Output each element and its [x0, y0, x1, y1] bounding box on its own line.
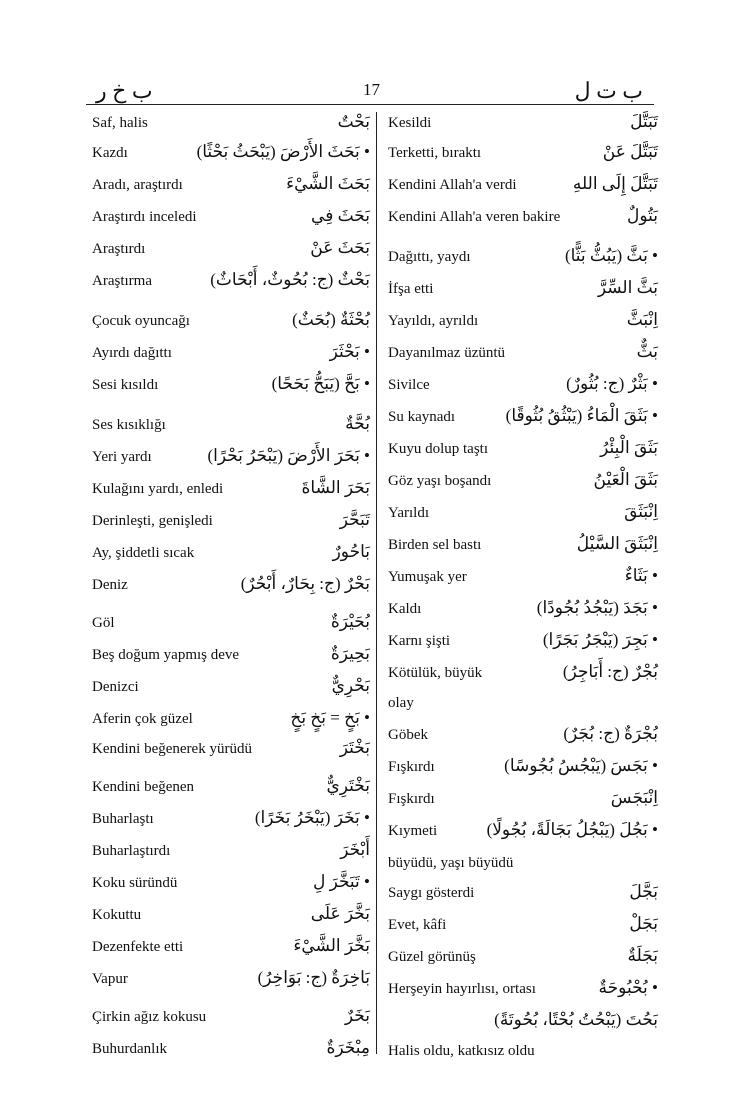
entry-arabic: بَاخِرَةٌ (ج: بَوَاخِرُ): [257, 968, 370, 987]
entry-translation: Güzel görünüş: [388, 949, 476, 965]
entry-arabic: بُجْرٌ (ج: أَبَاجِرُ): [562, 662, 658, 681]
entry-translation: Dağıttı, yaydı: [388, 249, 471, 265]
entry-row: [92, 206, 370, 234]
entry-row: [388, 662, 658, 690]
entry-arabic: بَخَرٌ: [344, 1006, 370, 1025]
entry-row: [388, 724, 658, 752]
entry-row: [92, 776, 370, 804]
entry-arabic: بَثَقَ الْعَيْنُ: [593, 470, 658, 489]
entry-row: [92, 174, 370, 202]
entry-row: [388, 112, 658, 140]
entry-translation: Aferin çok güzel: [92, 711, 193, 727]
entry-row: [388, 502, 658, 530]
entry-arabic: بَحِيرَةٌ: [330, 644, 370, 663]
entry-row: [92, 708, 370, 736]
entry-arabic: بَثَقَ الْبِئْرُ: [600, 438, 658, 457]
entry-row: [388, 206, 658, 234]
entry-row: [388, 788, 658, 816]
entry-arabic: بَحُتَ (يَبْحُتُ بُحْتًا، بُحُوتَةً): [494, 1010, 658, 1029]
entry-row: [388, 1040, 658, 1068]
entry-arabic: بَحَثَ الشَّيْءَ: [286, 174, 370, 193]
entry-translation: Kulağını yardı, enledi: [92, 481, 224, 497]
entry-translation: Sesi kısıldı: [92, 377, 159, 393]
entry-row: [92, 936, 370, 964]
entry-arabic: • بَحْثَرَ: [329, 342, 370, 361]
header-letters-left: ب خ ر: [96, 78, 153, 103]
entry-translation: Evet, kâfi: [388, 917, 447, 933]
entry-arabic: تَبَتَّلَ: [630, 112, 658, 131]
entry-row: [388, 310, 658, 338]
entry-row: [92, 238, 370, 266]
entry-row: [92, 112, 370, 140]
entry-translation: Buhurdanlık: [92, 1041, 167, 1057]
entry-translation: Koku süründü: [92, 875, 178, 891]
entry-row: [388, 630, 658, 658]
entry-arabic: بَاحُورٌ: [332, 542, 370, 561]
entry-arabic: بَحْرٌ (ج: بِحَارٌ، أَبْحُرٌ): [240, 574, 370, 593]
entry-row: [388, 852, 658, 880]
entry-arabic: أَبْخَرَ: [340, 840, 370, 859]
entry-arabic: بَجَّلَ: [629, 882, 658, 901]
entry-arabic: • بَجُلَ (يَبْجُلُ بَجَالَةً، بُجُولًا): [486, 820, 658, 839]
entry-row: [388, 438, 658, 466]
page-header: [0, 72, 743, 106]
entry-translation: Terketti, bıraktı: [388, 145, 482, 161]
entry-arabic: • بَحَثَ الأَرْضَ (يَبْحَثُ بَحْثًا): [196, 142, 370, 161]
entry-arabic: بَخَّرَ عَلَى: [310, 904, 370, 923]
entry-row: [92, 142, 370, 170]
entry-arabic: • بَجِرَ (يَبْجَرُ بَجَرًا): [542, 630, 658, 649]
entry-arabic: مِبْخَرَةٌ: [326, 1038, 370, 1057]
entry-translation: Dezenfekte etti: [92, 939, 184, 955]
entry-arabic: بُجْرَةٌ (ج: بُجَرٌ): [563, 724, 658, 743]
entry-translation: Kendini Allah'a veren bakire: [388, 209, 561, 225]
entry-translation: büyüdü, yaşı büyüdü: [388, 855, 514, 871]
entry-translation: Yeri yardı: [92, 449, 152, 465]
entry-row: [388, 566, 658, 594]
entry-translation: Buharlaştırdı: [92, 843, 171, 859]
header-letters-right: ب ت ل: [574, 78, 643, 103]
entry-translation: Kendini beğenen: [92, 779, 195, 795]
entry-arabic: • بَثْرٌ (ج: بُثُورٌ): [566, 374, 658, 393]
entry-row: [92, 574, 370, 602]
entry-translation: Kesildi: [388, 115, 432, 131]
entry-translation: Beş doğum yapmış deve: [92, 647, 240, 663]
entry-translation: Herşeyin hayırlısı, ortası: [388, 981, 536, 997]
entry-arabic: بَخَّرَ الشَّيْءَ: [293, 936, 370, 955]
entry-row: [92, 542, 370, 570]
entry-arabic: • بَثَّ (يَبُثُّ بَثًّا): [564, 246, 658, 265]
entry-arabic: بَخْتَرَ: [339, 738, 370, 757]
entry-row: [92, 872, 370, 900]
entry-arabic: اِنْبَثَّ: [626, 310, 658, 329]
entry-row: [388, 820, 658, 848]
entry-arabic: بُحَّةٌ: [345, 414, 370, 433]
entry-translation: Kaldı: [388, 601, 422, 617]
entry-arabic: بُحْثَةٌ (بُحَثٌ): [292, 310, 370, 329]
entry-arabic: تَبَتَّلَ عَنْ: [602, 142, 658, 161]
entry-arabic: بَخْتَرِيٌّ: [326, 776, 370, 795]
entry-arabic: • بَجَسَ (يَبْجُسُ بُجُوسًا): [504, 756, 658, 775]
entry-translation: Kuyu dolup taştı: [388, 441, 488, 457]
entry-translation: Kendini beğenerek yürüdü: [92, 741, 252, 757]
entry-row: [388, 374, 658, 402]
entry-translation: Araştırma: [92, 273, 152, 289]
entry-row: [388, 342, 658, 370]
entry-translation: Su kaynadı: [388, 409, 456, 425]
entry-translation: Araştırdı: [92, 241, 146, 257]
entry-translation: Araştırdı inceledi: [92, 209, 197, 225]
entry-row: [388, 278, 658, 306]
entry-arabic: بَحْتٌ: [337, 112, 370, 131]
entry-arabic: بَحْرِيٌّ: [331, 676, 370, 695]
entry-translation: Göl: [92, 615, 115, 631]
entry-row: [92, 840, 370, 868]
entry-arabic: تَبَتَّلَ إِلَى اللهِ: [572, 174, 658, 193]
entry-translation: Yayıldı, ayrıldı: [388, 313, 479, 329]
entry-row: [388, 692, 658, 720]
entry-translation: Fışkırdı: [388, 759, 435, 775]
entry-translation: İfşa etti: [388, 281, 434, 297]
entry-translation: Yarıldı: [388, 505, 429, 521]
entry-arabic: بَحَثَ عَنْ: [310, 238, 370, 257]
entry-arabic: بَثَّ السِّرَّ: [597, 278, 658, 297]
entry-row: [92, 968, 370, 996]
entry-row: [92, 414, 370, 442]
entry-translation: Dayanılmaz üzüntü: [388, 345, 506, 361]
entry-row: [92, 510, 370, 538]
entry-translation: Vapur: [92, 971, 128, 987]
entry-translation: Çirkin ağız kokusu: [92, 1009, 207, 1025]
entry-arabic: تَبَحَّرَ: [339, 510, 370, 529]
entry-row: [92, 676, 370, 704]
entry-row: [92, 478, 370, 506]
entry-row: [92, 1006, 370, 1034]
entry-row: [92, 808, 370, 836]
entry-translation: Çocuk oyuncağı: [92, 313, 190, 329]
entry-arabic: بَثٌّ: [636, 342, 658, 361]
entry-row: [388, 598, 658, 626]
entry-row: [388, 756, 658, 784]
entry-translation: Ayırdı dağıttı: [92, 345, 172, 361]
entry-arabic: بَحْثٌ (ج: بُحُوثٌ، أَبْحَاثٌ): [210, 270, 370, 289]
entry-arabic: • بَخَرَ (يَبْخَرُ بَخَرًا): [254, 808, 370, 827]
entry-row: [388, 534, 658, 562]
entry-row: [388, 142, 658, 170]
entry-translation: Sivilce: [388, 377, 430, 393]
entry-translation: Buharlaştı: [92, 811, 154, 827]
entry-row: [388, 174, 658, 202]
entry-arabic: • بَخٍ = بَخٍ بَخٍ: [290, 708, 370, 727]
page-number: 17: [363, 80, 380, 99]
entry-row: [388, 914, 658, 942]
entry-translation: olay: [388, 695, 414, 711]
entry-translation: Ay, şiddetli sıcak: [92, 545, 195, 561]
entry-row: [92, 644, 370, 672]
entry-row: [92, 446, 370, 474]
entry-arabic: اِنْبَثَقَ: [624, 502, 658, 521]
entry-row: [388, 946, 658, 974]
entry-translation: Göbek: [388, 727, 428, 743]
entry-row: [388, 1010, 658, 1038]
entry-arabic: • بَحَّ (يَبَحُّ بَحَحًا): [271, 374, 370, 393]
entry-translation: Kendini Allah'a verdi: [388, 177, 517, 193]
entry-row: [388, 882, 658, 910]
entry-arabic: • تَبَخَّرَ لِ: [312, 872, 370, 891]
entry-translation: Karnı şişti: [388, 633, 451, 649]
entry-arabic: اِنْبَجَسَ: [610, 788, 658, 807]
entry-arabic: بَتُولٌ: [627, 206, 658, 225]
entry-translation: Derinleşti, genişledi: [92, 513, 213, 529]
entry-row: [388, 406, 658, 434]
entry-row: [92, 1038, 370, 1066]
entry-translation: Saf, halis: [92, 115, 148, 131]
entry-arabic: بَحَرَ الشَّاةَ: [301, 478, 370, 497]
entry-translation: Saygı gösterdi: [388, 885, 475, 901]
entry-row: [92, 342, 370, 370]
entry-translation: Yumuşak yer: [388, 569, 467, 585]
entry-arabic: اِنْبَثَقَ السَّيْلُ: [576, 534, 658, 553]
entry-row: [388, 978, 658, 1006]
entry-translation: Halis oldu, katkısız oldu: [388, 1043, 535, 1059]
entry-row: [92, 738, 370, 766]
entry-translation: Kokuttu: [92, 907, 142, 923]
entry-arabic: • بَجَدَ (يَبْجُدُ بُجُودًا): [536, 598, 658, 617]
entry-arabic: • بُحْبُوحَةٌ: [598, 978, 658, 997]
entry-arabic: بَحَثَ فِي: [311, 206, 370, 225]
entry-row: [92, 310, 370, 338]
entry-translation: Birden sel bastı: [388, 537, 482, 553]
entry-arabic: بُحَيْرَةٌ: [330, 612, 370, 631]
entry-translation: Aradı, araştırdı: [92, 177, 183, 193]
entry-translation: Fışkırdı: [388, 791, 435, 807]
column-divider: [376, 112, 377, 1054]
entry-translation: Kazdı: [92, 145, 128, 161]
header-rule: [86, 104, 654, 105]
entry-row: [388, 246, 658, 274]
entry-arabic: بَجَلْ: [629, 914, 658, 933]
entry-row: [92, 270, 370, 298]
entry-row: [92, 374, 370, 402]
entry-translation: Kıymeti: [388, 823, 438, 839]
entry-row: [92, 904, 370, 932]
entry-translation: Denizci: [92, 679, 139, 695]
entry-translation: Ses kısıklığı: [92, 417, 166, 433]
entry-arabic: • بَحَرَ الأَرْضَ (يَبْحَرُ بَحْرًا): [207, 446, 370, 465]
entry-arabic: • بَثَاءٌ: [624, 566, 658, 585]
entry-arabic: بَجَلَةٌ: [627, 946, 658, 965]
entry-row: [92, 612, 370, 640]
entry-translation: Kötülük, büyük: [388, 665, 483, 681]
entry-arabic: • بَثَقَ الْمَاءُ (يَبْثُقُ بُثُوقًا): [505, 406, 658, 425]
entry-translation: Göz yaşı boşandı: [388, 473, 492, 489]
entry-translation: Deniz: [92, 577, 128, 593]
entry-row: [388, 470, 658, 498]
